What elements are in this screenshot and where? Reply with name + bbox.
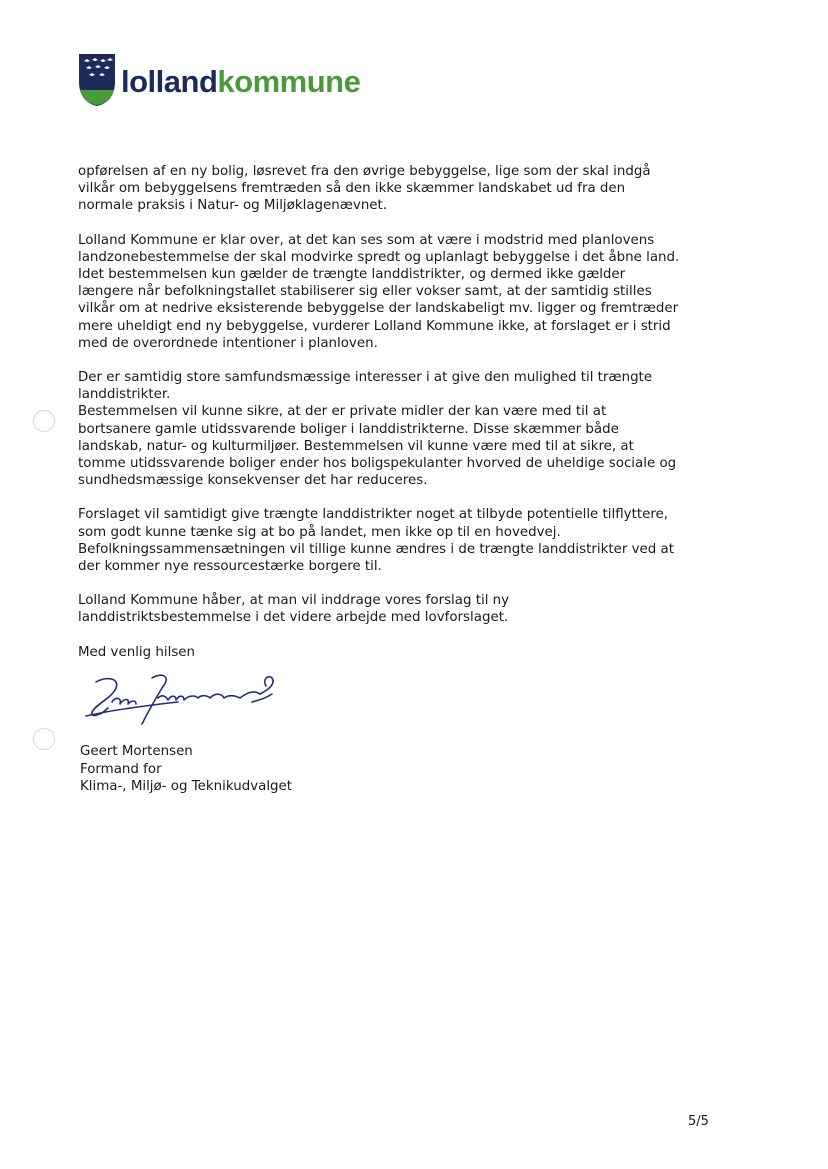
logo-text-lolland: lolland bbox=[121, 64, 218, 99]
paragraph: Lolland Kommune er klar over, at det kan ses som at være i modstrid med planlovens landzonebestemmelse der skal modvirke spredt og uplanlagt bebyggelse i det åbne land. Idet bestemmelsen kun gælder de trængte landdistrikter, og dermed ikke gælder længere når befolkningstallet stabiliserer sig eller vokser samt, at der samtidig stilles vilkår om at nedrive eksisterende bebyggelse der landskabeligt mv. ligger og fremtræder mere uheldigt end ny bebyggelse, vurderer Lolland Kommune ikke, at forslaget er i strid med de overordnede intentioner i planloven. bbox=[78, 232, 680, 351]
handwritten-signature bbox=[82, 668, 282, 734]
coat-of-arms-icon bbox=[77, 52, 117, 107]
logo-text-kommune: kommune bbox=[217, 64, 361, 99]
punch-hole bbox=[33, 410, 55, 432]
paragraph: Der er samtidig store samfundsmæssige interesser i at give den mulighed til trængte landdistrikter. Bestemmelsen vil kunne sikre, at der er private midler der kan være med til at bortsanere gamle utidssvarende boliger i landdistrikterne. Disse skæmmer både landskab, natur- og kulturmiljøer. Bestemmelsen vil kunne være med til at sikre, at tomme utidssvarende boliger ender hos boligspekulanter hvorved de uheldige sociale og sundhedsmæssige konsekvenser det har reduceres. bbox=[78, 370, 677, 489]
paragraph: Lolland Kommune håber, at man vil inddrage vores forslag til ny landdistriktsbestemmelse i det videre arbejde med lovforslaget. bbox=[78, 593, 510, 626]
paragraph: opførelsen af en ny bolig, løsrevet fra den øvrige bebyggelse, lige som der skal indgå vilkår om bebyggelsens fremtræden så den ikke skæmmer landskabet ud fra den normale praksis i Natur- og Miljøklagenævnet. bbox=[78, 164, 651, 214]
paragraph: Forslaget vil samtidigt give trængte landdistrikter noget at tilbyde potentielle tilflyttere, som godt kunne tænke sig at bo på landet, men ikke op til en hovedvej. Befolkningssammensætningen vil tillige kunne ændres i de trængte landdistrikter ved at der kommer nye ressourcestærke borgere til. bbox=[78, 507, 674, 575]
closing: Med venlig hilsen bbox=[78, 644, 196, 660]
letter-body bbox=[78, 163, 718, 678]
page-number: 5/5 bbox=[688, 1114, 709, 1129]
punch-hole bbox=[33, 728, 55, 750]
logo-wordmark bbox=[121, 64, 360, 100]
signer-block: Geert Mortensen Formand for Klima-, Miljø- og Teknikudvalget bbox=[80, 744, 293, 795]
